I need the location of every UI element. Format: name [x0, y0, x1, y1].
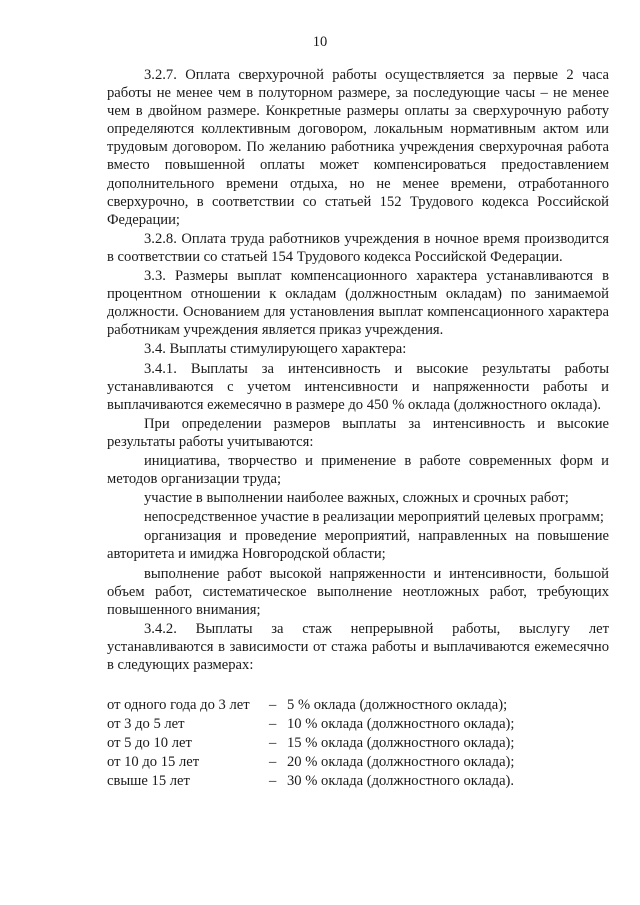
seniority-row [107, 753, 609, 772]
seniority-row [107, 715, 609, 734]
criteria-item-initiative: инициатива, творчество и применение в работе современных форм и методов организации труда; [107, 452, 609, 488]
paragraph-criteria-intro: При определении размеров выплаты за интенсивность и высокие результаты работы учитываются: [107, 415, 609, 450]
paragraph-3-4-1: 3.4.1. Выплаты за интенсивность и высокие результаты работы устанавливаются с учетом интенсивности и напряженности работы и выплачиваются ежемесячно в размере до 450 % оклада (должностного оклада). [107, 360, 609, 413]
paragraph-3-4-2: 3.4.2. Выплаты за стаж непрерывной работы, выслугу лет устанавливаются в зависимости от стажа работы и выплачиваются ежемесячно в следующих размерах: [107, 620, 609, 673]
seniority-range: от одного года до 3 лет [107, 697, 250, 714]
document-body [107, 66, 609, 791]
seniority-range: от 10 до 15 лет [107, 754, 200, 771]
criteria-item-workload: выполнение работ высокой напряженности и интенсивности, большой объем работ, систематическое выполнение неотложных работ, требующих повышенного внимания; [107, 565, 609, 618]
seniority-row [107, 734, 609, 753]
seniority-row [107, 696, 609, 715]
criteria-item-programs: непосредственное участие в реализации мероприятий целевых программ; [144, 509, 604, 526]
paragraph-3-3: 3.3. Размеры выплат компенсационного характера устанавливаются в процентном отношении к окладам (должностным окладам) по занимаемой должности. Основанием для установления выплат компенсационного характера работникам учреждения является приказ учреждения. [107, 268, 609, 339]
seniority-value: 20 % оклада (должностного оклада); [287, 754, 515, 771]
paragraph-3-2-8: 3.2.8. Оплата труда работников учреждения в ночное время производится в соответствии со статьей 154 Трудового кодекса Российской Федерации. [107, 230, 609, 265]
seniority-value: 30 % оклада (должностного оклада). [287, 773, 515, 790]
paragraph-3-2-7: 3.2.7. Оплата сверхурочной работы осуществляется за первые 2 часа работы не менее чем в полуторном размере, за последующие часы – не менее чем в двойном размере. Конкретные размеры оплаты за сверхурочную работу определяются коллективным договором, локальным нормативным актом или трудовым договором. По желанию работника учреждения сверхурочная работа вместо повышенной оплаты может компенсироваться предоставлением дополнительного времени отдыха, но не менее времени, отработанного сверхурочно, в соответствии со статьей 152 Трудового кодекса Российской Федерации; [107, 67, 609, 228]
page-number: 10 [312, 34, 328, 50]
seniority-range: от 5 до 10 лет [107, 735, 192, 752]
dash: – [269, 754, 277, 771]
criteria-item-events: организация и проведение мероприятий, направленных на повышение авторитета и имиджа Новгородской области; [107, 528, 609, 563]
seniority-value: 10 % оклада (должностного оклада); [287, 716, 515, 733]
seniority-value: 15 % оклада (должностного оклада); [287, 735, 515, 752]
paragraph-3-4: 3.4. Выплаты стимулирующего характера: [144, 341, 407, 358]
seniority-value: 5 % оклада (должностного оклада); [287, 697, 508, 714]
dash: – [269, 773, 277, 790]
dash: – [269, 716, 277, 733]
seniority-list [107, 696, 609, 791]
seniority-row [107, 772, 609, 791]
dash: – [269, 697, 277, 714]
dash: – [269, 735, 277, 752]
seniority-range: свыше 15 лет [107, 773, 190, 790]
criteria-item-participation: участие в выполнении наиболее важных, сложных и срочных работ; [144, 490, 569, 507]
seniority-range: от 3 до 5 лет [107, 716, 185, 733]
